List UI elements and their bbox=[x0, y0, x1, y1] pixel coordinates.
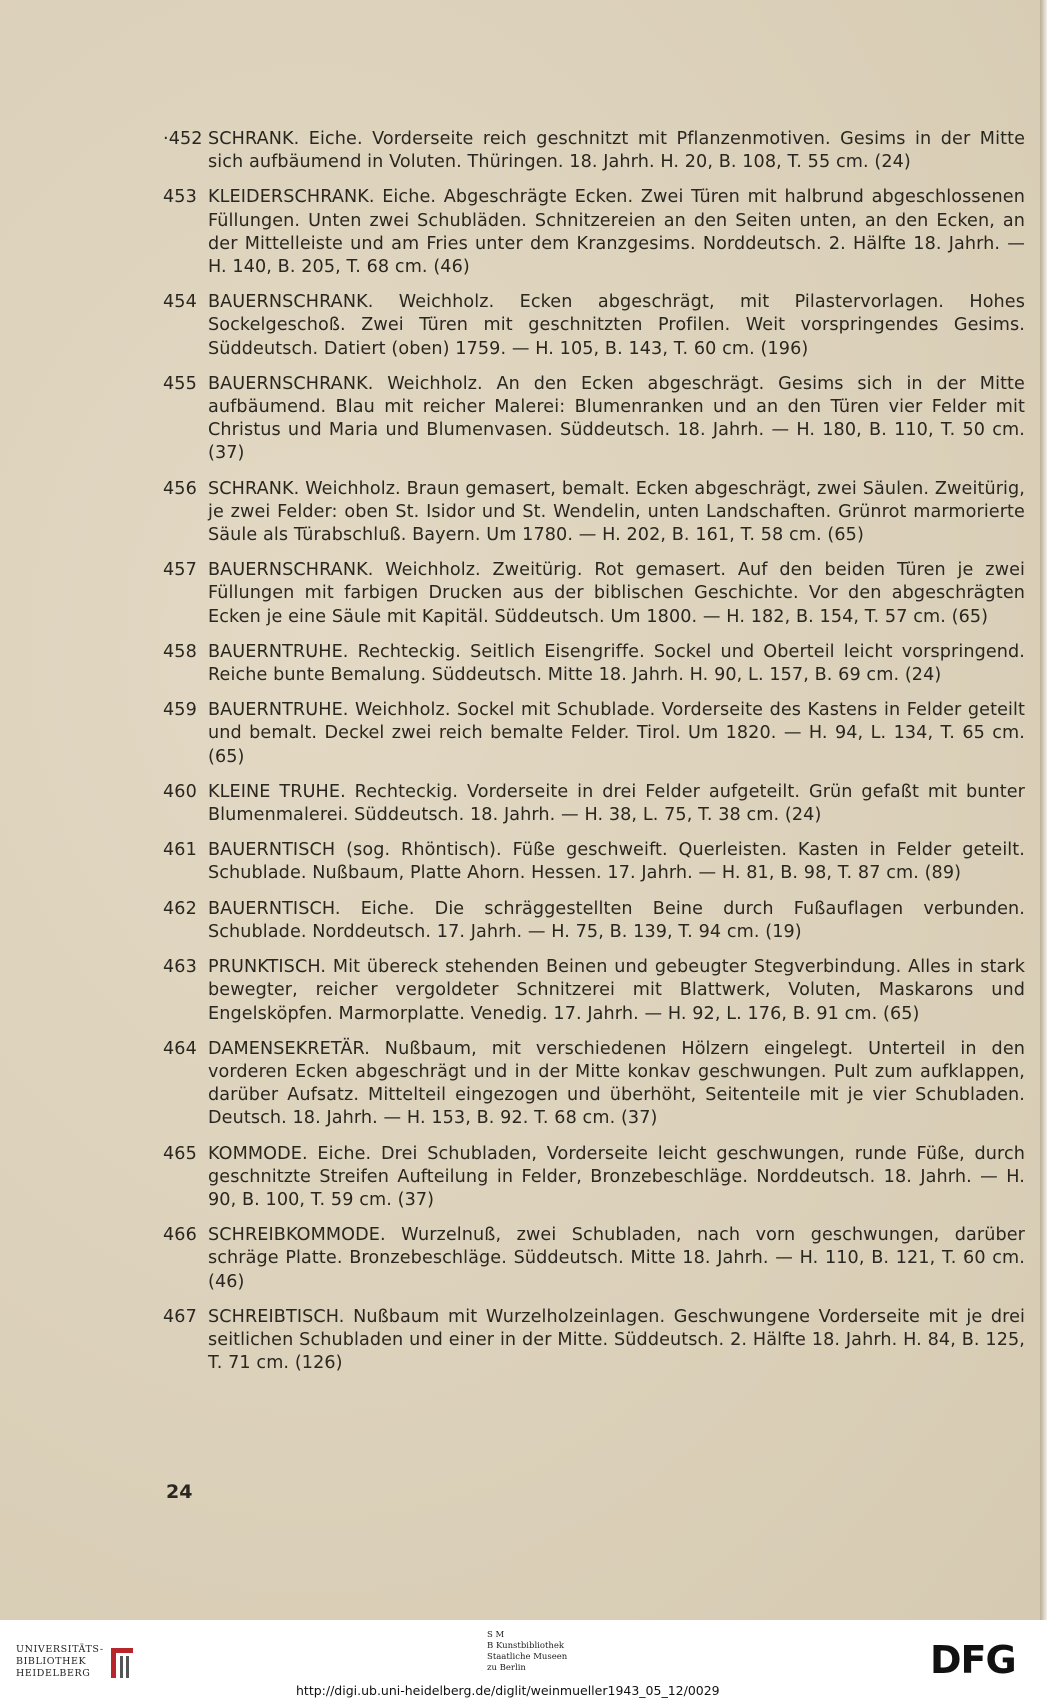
entry-text: BAUERNTRUHE. Weichholz. Sockel mit Schublade. Vorderseite des Kastens in Felder geteilt und bemalt. Deckel zwei reich bemalte Felder. Tirol. Um 1820. — H. 94, L. 134, T. 65 cm. (65) bbox=[208, 700, 1025, 767]
entry-text: SCHRANK. Eiche. Vorderseite reich geschnitzt mit Pflanzenmotiven. Gesims in der Mitte sich aufbäumend in Voluten. Thüringen. 18. Jahrh. H. 20, B. 108, T. 55 cm. (24) bbox=[208, 129, 1025, 173]
entry-number: 459 bbox=[163, 700, 197, 721]
entry-number: 465 bbox=[163, 1143, 197, 1164]
entry-text: KLEIDERSCHRANK. Eiche. Abgeschrägte Ecken. Zwei Türen mit halbrund abgeschlossenen Füllungen. Unten zwei Schubläden. Schnitzereien an den Seiten unten, an den Ecken, an der Mittelleiste und am Fries unter dem Kranzgesims. Norddeutsch. 2. Hälfte 18. Jahrh. — H. 140, B. 205, T. 68 cm. (46) bbox=[208, 187, 1025, 278]
catalog-entries bbox=[163, 128, 1025, 1387]
university-emblem-icon bbox=[108, 1642, 138, 1682]
entry-number: 456 bbox=[163, 478, 197, 499]
smb-kunstbibliothek-logo[interactable]: S M B Kunstbibliothek Staatliche Museen zu Berlin bbox=[487, 1630, 568, 1673]
entry-text: KLEINE TRUHE. Rechteckig. Vorderseite in drei Felder aufgeteilt. Grün gefaßt mit bunter Blumenmalerei. Süddeutsch. 18. Jahrh. — H. 38, L. 75, T. 38 cm. (24) bbox=[208, 781, 1025, 826]
entry-text: SCHREIBTISCH. Nußbaum mit Wurzelholzeinlagen. Geschwungene Vorderseite mit je drei seitlichen Schubladen und einer in der Mitte. Süddeutsch. 2. Hälfte 18. Jahrh. H. 84, B. 125, T. 71 cm. (126) bbox=[208, 1306, 1025, 1374]
catalog-entry bbox=[163, 1224, 1025, 1294]
entry-text: KOMMODE. Eiche. Drei Schubladen, Vorderseite leicht geschwungen, runde Füße, durch geschnitzte Streifen Aufteilung in Felder, Bronzebeschläge. Norddeutsch. 18. Jahrh. — H. 90, B. 100, T. 59 cm. (37) bbox=[208, 1143, 1025, 1210]
entry-number: 461 bbox=[163, 840, 197, 861]
catalog-entry bbox=[163, 373, 1025, 466]
catalog-entry bbox=[163, 186, 1025, 279]
entry-text: SCHREIBKOMMODE. Wurzelnuß, zwei Schubladen, nach vorn geschwungen, darüber schräge Platte. Bronzebeschläge. Süddeutsch. Mitte 18. Jahrh. — H. 110, B. 121, T. 60 cm. (46) bbox=[208, 1225, 1025, 1292]
catalog-entry bbox=[163, 1306, 1025, 1376]
catalog-entry bbox=[163, 128, 1025, 174]
entry-number: 463 bbox=[163, 957, 197, 978]
entry-number: 455 bbox=[163, 373, 197, 394]
entry-text: DAMENSEKRETÄR. Nußbaum, mit verschiedenen Hölzern eingelegt. Unterteil in den vorderen Ecken abgeschrägt und in der Mitte konkav geschwungen. Pult zum aufklappen, darüber Aufsatz. Mittelteil eingezogen und überhöht, Seitenteile mit je vier Schubladen. Deutsch. 18. Jahrh. — H. 153, B. 92. T. 68 cm. (37) bbox=[208, 1038, 1025, 1129]
dfg-logo[interactable] bbox=[930, 1640, 1030, 1680]
catalog-entry bbox=[163, 291, 1025, 361]
catalog-entry bbox=[163, 781, 1025, 827]
entry-number: 466 bbox=[163, 1225, 197, 1246]
catalog-entry bbox=[163, 956, 1025, 1026]
catalog-entry bbox=[163, 839, 1025, 885]
page-edge bbox=[1040, 0, 1047, 1620]
university-library-logo[interactable] bbox=[16, 1642, 176, 1686]
entry-number: 464 bbox=[163, 1038, 197, 1059]
catalog-entry bbox=[163, 641, 1025, 687]
entry-text: BAUERNTISCH. Eiche. Die schräggestellten Beine durch Fußauflagen verbunden. Schublade. Norddeutsch. 17. Jahrh. — H. 75, B. 139, T. 94 cm. (19) bbox=[208, 898, 1025, 942]
entry-text: BAUERNSCHRANK. Weichholz. Zweitürig. Rot gemasert. Auf den beiden Türen je zwei Füllungen mit farbigen Drucken aus der biblischen Geschichte. Vor den abgeschrägten Ecken je eine Säule mit Kapitäl. Süddeutsch. Um 1800. — H. 182, B. 154, T. 57 cm. (65) bbox=[208, 560, 1025, 627]
entry-number: 467 bbox=[163, 1306, 197, 1327]
catalog-entry bbox=[163, 699, 1025, 769]
entry-text: BAUERNSCHRANK. Weichholz. Ecken abgeschrägt, mit Pilastervorlagen. Hohes Sockelgeschoß. Zwei Türen mit geschnitzten Profilen. Weit vorspringendes Gesims. Süddeutsch. Datiert (oben) 1759. — H. 105, B. 143, T. 60 cm. (196) bbox=[208, 292, 1025, 359]
entry-number: 457 bbox=[163, 560, 197, 581]
catalog-entry bbox=[163, 478, 1025, 548]
entry-number: 458 bbox=[163, 641, 197, 662]
page-number: 24 bbox=[166, 1481, 193, 1503]
catalog-entry bbox=[163, 559, 1025, 629]
entry-number: 460 bbox=[163, 781, 197, 802]
catalog-entry bbox=[163, 898, 1025, 944]
entry-number: ·452 bbox=[163, 129, 203, 149]
entry-text: BAUERNTRUHE. Rechteckig. Seitlich Eisengriffe. Sockel und Oberteil leicht vorspringend. Reiche bunte Bemalung. Süddeutsch. Mitte 18. Jahrh. H. 90, L. 157, B. 69 cm. (24) bbox=[208, 641, 1025, 686]
entry-text: SCHRANK. Weichholz. Braun gemasert, bemalt. Ecken abgeschrägt, zwei Säulen. Zweitürig, je zwei Felder: oben St. Isidor und St. Wendelin, unten Landschaften. Grünrot marmorierte Säule als Türabschluß. Bayern. Um 1780. — H. 202, B. 161, T. 58 cm. (65) bbox=[208, 478, 1025, 546]
entry-text: BAUERNTISCH (sog. Rhöntisch). Füße geschweift. Querleisten. Kasten in Felder geteilt. Schublade. Nußbaum, Platte Ahorn. Hessen. 17. Jahrh. — H. 81, B. 98, T. 87 cm. (89) bbox=[208, 840, 1025, 884]
entry-text: PRUNKTISCH. Mit übereck stehenden Beinen und gebeugter Stegverbindung. Alles in stark bewegter, reicher vergoldeter Schnitzerei mit Blattwerk, Voluten, Maskarons und Engelsköpfen. Marmorplatte. Venedig. 17. Jahrh. — H. 92, L. 176, B. 91 cm. (65) bbox=[208, 957, 1025, 1024]
dfg-wordmark: DFG bbox=[930, 1638, 1016, 1682]
entry-number: 454 bbox=[163, 292, 197, 313]
university-name: UNIVERSITÄTS- BIBLIOTHEK HEIDELBERG bbox=[16, 1644, 104, 1679]
catalog-entry bbox=[163, 1038, 1025, 1131]
entry-text: BAUERNSCHRANK. Weichholz. An den Ecken abgeschrägt. Gesims sich in der Mitte aufbäumend. Blau mit reicher Malerei: Blumenranken und an den Türen vier Felder mit Christus und Maria und Blumenvasen. Süddeutsch. 18. Jahrh. — H. 180, B. 110, T. 50 cm. (37) bbox=[208, 373, 1025, 464]
catalog-entry bbox=[163, 1143, 1025, 1213]
entry-number: 462 bbox=[163, 898, 197, 919]
entry-number: 453 bbox=[163, 187, 197, 208]
permalink-url[interactable]: http://digi.ub.uni-heidelberg.de/diglit/weinmueller1943_05_12/0029 bbox=[296, 1683, 720, 1698]
